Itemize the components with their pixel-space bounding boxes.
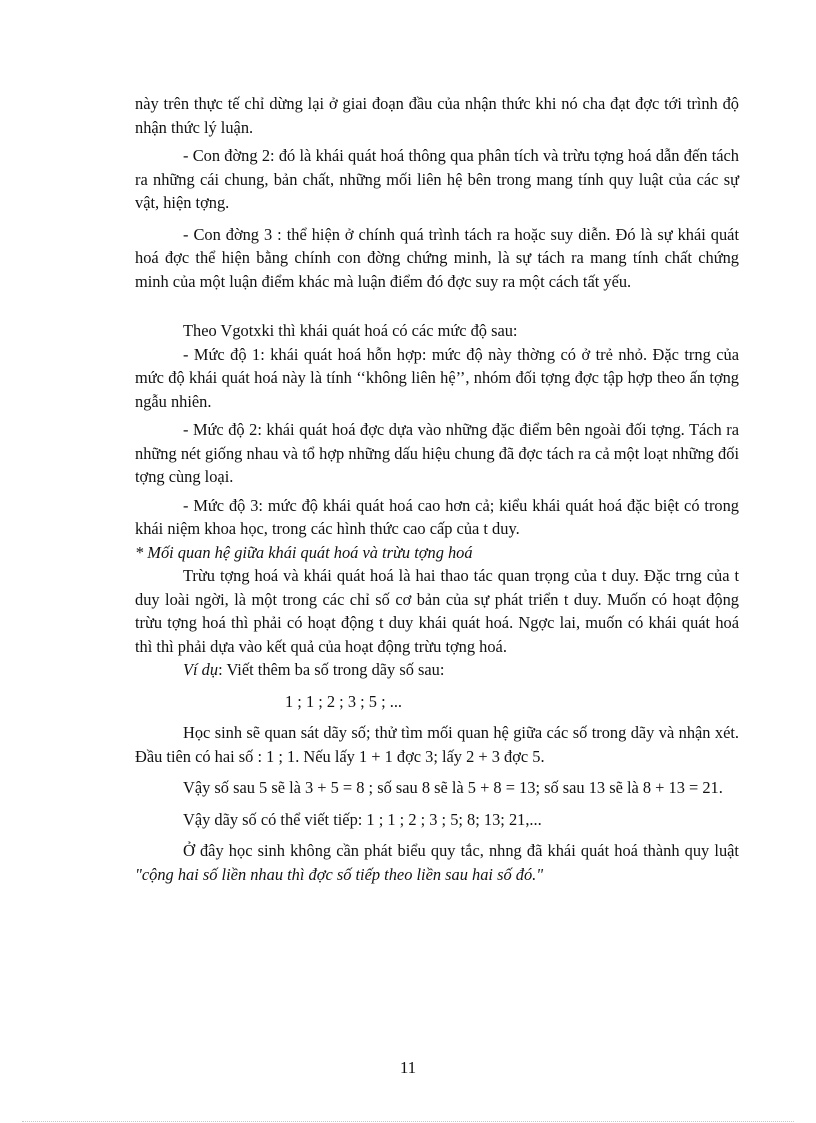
paragraph-vgotxki-levels: Theo Vgotxki thì khái quát hoá có các mức độ sau: — [183, 321, 518, 340]
paragraph-path-3: - Con đờng 3 : thể hiện ở chính quá trình tách ra hoặc suy diễn. Đó là sự khái quát hoá đợc thể hiện bằng chính con đờng chứng minh, là sự tách ra mang tính chất chứng minh của một luận điểm khác mà luận điểm đó đợc suy ra một cách tất yếu. — [135, 224, 739, 291]
paragraph-observation: Học sinh sẽ quan sát dãy số; thử tìm mối quan hệ giữa các số trong dãy và nhận xét. Đầu tiên có hai số : 1 ; 1. Nếu lấy 1 + 1 đợc 3; lấy 2 + 3 đợc 5. — [135, 723, 739, 766]
sequence-line: 1 ; 1 ; 2 ; 3 ; 5 ; ... — [285, 691, 403, 711]
example-label: Ví dụ — [183, 660, 219, 679]
paragraph-next-numbers: Vậy số sau 5 sẽ là 3 + 5 = 8 ; số sau 8 sẽ là 5 + 8 = 13; số sau 13 sẽ là 8 + 13 = 21. — [183, 778, 723, 797]
paragraph-level-3: - Mức độ 3: mức độ khái quát hoá cao hơn cả; kiểu khái quát hoá đặc biệt có trong khái niệm khoa học, trong các hình thức cao cấp của t duy. — [135, 495, 739, 538]
paragraph-relationship: Trừu tợng hoá và khái quát hoá là hai thao tác quan trọng của t duy. Đặc trng của t duy loài ngời, là một trong các chỉ số cơ bản của sự phát triển t duy. Muốn có hoạt động trừu tợng hoá thì phải có hoạt động t duy khái quát hoá. Ngợc lai, muốn có khái quát hoá thì thì phải dựa vào kết quả của hoạt động trừu tợng hoá. — [135, 566, 739, 656]
rule-quote: "cộng hai số liền nhau thì đợc số tiếp theo liền sau hai số đó." — [135, 864, 544, 884]
paragraph-continued-sequence: Vậy dãy số có thể viết tiếp: 1 ; 1 ; 2 ; 3 ; 5; 8; 13; 21,... — [183, 809, 542, 829]
paragraph-path-2: - Con đờng 2: đó là khái quát hoá thông qua phân tích và trừu tợng hoá dẫn đến tách ra những cái chung, bản chất, những mối liên hệ bên trong mang tính quy luật của các sự vật, hiện tợng. — [135, 146, 739, 212]
paragraph-level-2: - Mức độ 2: khái quát hoá đợc dựa vào những đặc điểm bên ngoài đối tợng. Tách ra những nét giống nhau và tổ hợp những dấu hiệu chung đã đợc tách ra cả một loạt những đối tợng cùng loại. — [135, 420, 739, 486]
paragraph-level-1: - Mức độ 1: khái quát hoá hỗn hợp: mức độ này thờng có ở trẻ nhỏ. Đặc trng của mức độ khái quát hoá này là tính ‘‘không liên hệ’’, nhóm đối tợng đợc tập hợp theo ấn tợng ngẫu nhiên. — [135, 344, 739, 411]
section-heading-relationship: * Mối quan hệ giữa khái quát hoá và trừu tợng hoá — [135, 542, 473, 562]
paragraph-conclusion — [135, 839, 739, 886]
example-text: Viết thêm ba số trong dãy số sau: — [226, 660, 445, 679]
conclusion-text: Ở đây học sinh không cần phát biểu quy tắc, nhng đã khái quát hoá thành quy luật — [183, 841, 739, 860]
paragraph-example — [135, 658, 739, 682]
paragraph-continuation: này trên thực tế chỉ dừng lại ở giai đoạn đầu của nhận thức khi nó cha đạt đợc tới trình độ nhận thức lý luận. — [135, 94, 739, 137]
page-bottom-divider — [22, 1121, 794, 1122]
example-colon: : — [218, 660, 223, 679]
document-body — [135, 92, 739, 886]
page-number: 11 — [399, 1058, 417, 1077]
